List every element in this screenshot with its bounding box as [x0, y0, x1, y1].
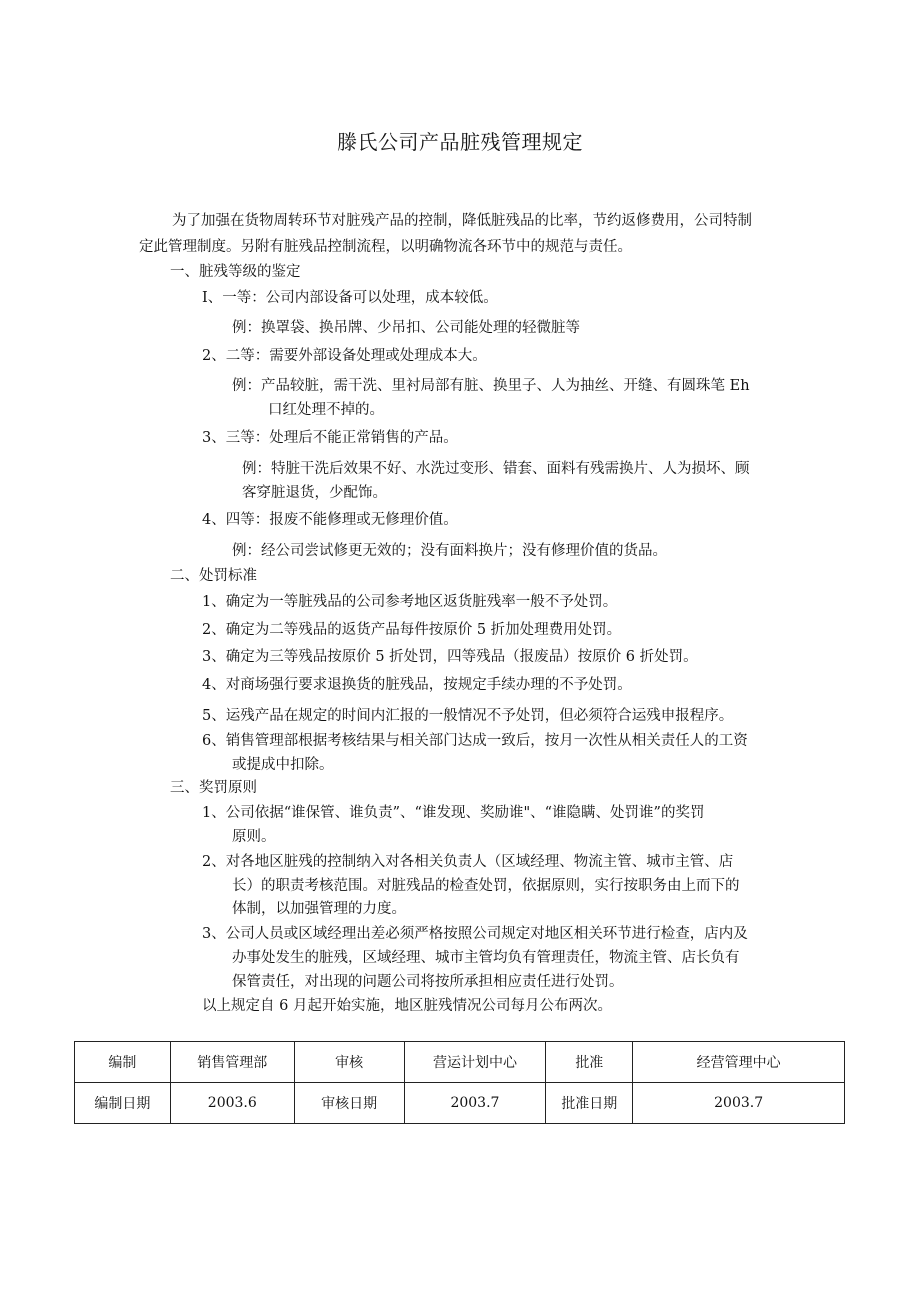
closing-statement: 以上规定自 6 月起开始实施，地区脏残情况公司每月公布两次。 [202, 998, 612, 1014]
table-cell: 审核日期 [294, 1083, 404, 1124]
grade-3-example-line-1: 例：特脏干洗后效果不好、水洗过变形、错套、面料有残需换片、人为损坏、顾 [242, 461, 750, 477]
principle-2-line-3: 体制，以加强管理的力度。 [232, 901, 406, 917]
grade-3: 3、三等：处理后不能正常销售的产品。 [202, 430, 458, 446]
grade-1-example: 例：换罩袋、换吊牌、少吊扣、公司能处理的轻微脏等 [232, 320, 580, 336]
table-cell: 2003.7 [633, 1083, 845, 1124]
penalty-item-2: 2、确定为二等残品的返货产品每件按原价 5 折加处理费用处罚。 [202, 622, 622, 638]
principle-1-line-2: 原则。 [232, 829, 276, 845]
table-cell: 销售管理部 [170, 1042, 294, 1083]
table-row [75, 1042, 845, 1083]
principle-3-line-1: 3、公司人员或区域经理出差必须严格按照公司规定对地区相关环节进行检查，店内及 [202, 926, 748, 942]
intro-line-2: 定此管理制度。另附有脏残品控制流程，以明确物流各环节中的规范与责任。 [139, 239, 632, 255]
penalty-item-6-line-1: 6、销售管理部根据考核结果与相关部门达成一致后，按月一次性从相关责任人的工资 [202, 733, 748, 749]
table-row [75, 1083, 845, 1124]
penalty-item-5: 5、运残产品在规定的时间内汇报的一般情况不予处罚，但必须符合运残申报程序。 [202, 708, 734, 724]
document-title: 滕氏公司产品脏残管理规定 [337, 130, 583, 154]
section-3-heading: 三、奖罚原则 [170, 780, 257, 796]
penalty-item-4: 4、对商场强行要求退换货的脏残品，按规定手续办理的不予处罚。 [202, 677, 632, 693]
penalty-item-6-line-2: 或提成中扣除。 [232, 757, 334, 773]
grade-4-example: 例：经公司尝试修更无效的；没有面料换片；没有修理价值的货品。 [232, 543, 667, 559]
grade-3-example-line-2: 客穿脏退货，少配饰。 [242, 485, 387, 501]
principle-3-line-2: 办事处发生的脏残，区域经理、城市主管均负有管理责任，物流主管、店长负有 [232, 950, 740, 966]
grade-2: 2、二等：需要外部设备处理或处理成本大。 [202, 348, 487, 364]
penalty-item-1: 1、确定为一等脏残品的公司参考地区返货脏残率一般不予处罚。 [202, 594, 618, 610]
grade-2-example-line-2: 口红处理不掉的。 [268, 402, 384, 418]
table-cell: 营运计划中心 [404, 1042, 546, 1083]
grade-2-example-line-1: 例：产品较脏，需干洗、里衬局部有脏、换里子、人为抽丝、开缝、有圆珠笔 Eh [232, 378, 750, 394]
table-cell: 编制日期 [75, 1083, 171, 1124]
table-cell: 批准日期 [546, 1083, 633, 1124]
principle-2-line-2: 长）的职责考核范围。对脏残品的检查处罚，依据原则，实行按职务由上而下的 [232, 878, 740, 894]
principle-1-line-1: 1、公司依据“谁保管、谁负责”、“谁发现、奖励谁"、“谁隐瞒、处罚谁”的奖罚 [202, 805, 705, 821]
section-2-heading: 二、处罚标准 [170, 568, 257, 584]
intro-line-1: 为了加强在货物周转环节对脏残产品的控制，降低脏残品的比率，节约返修费用，公司特制 [172, 213, 752, 229]
section-1-heading: 一、脏残等级的鉴定 [170, 264, 301, 280]
principle-2-line-1: 2、对各地区脏残的控制纳入对各相关负责人（区域经理、物流主管、城市主管、店 [202, 854, 734, 870]
grade-4: 4、四等：报废不能修理或无修理价值。 [202, 512, 458, 528]
table-cell: 审核 [294, 1042, 404, 1083]
penalty-item-3: 3、确定为三等残品按原价 5 折处罚，四等残品（报废品）按原价 6 折处罚。 [202, 649, 698, 665]
table-cell: 2003.6 [170, 1083, 294, 1124]
principle-3-line-3: 保管责任，对出现的问题公司将按所承担相应责任进行处罚。 [232, 974, 624, 990]
table-cell: 编制 [75, 1042, 171, 1083]
grade-1: I、一等：公司内部设备可以处理，成本较低。 [202, 290, 498, 306]
table-cell: 批准 [546, 1042, 633, 1083]
table-cell: 经营管理中心 [633, 1042, 845, 1083]
table-cell: 2003.7 [404, 1083, 546, 1124]
approval-table [74, 1041, 845, 1124]
